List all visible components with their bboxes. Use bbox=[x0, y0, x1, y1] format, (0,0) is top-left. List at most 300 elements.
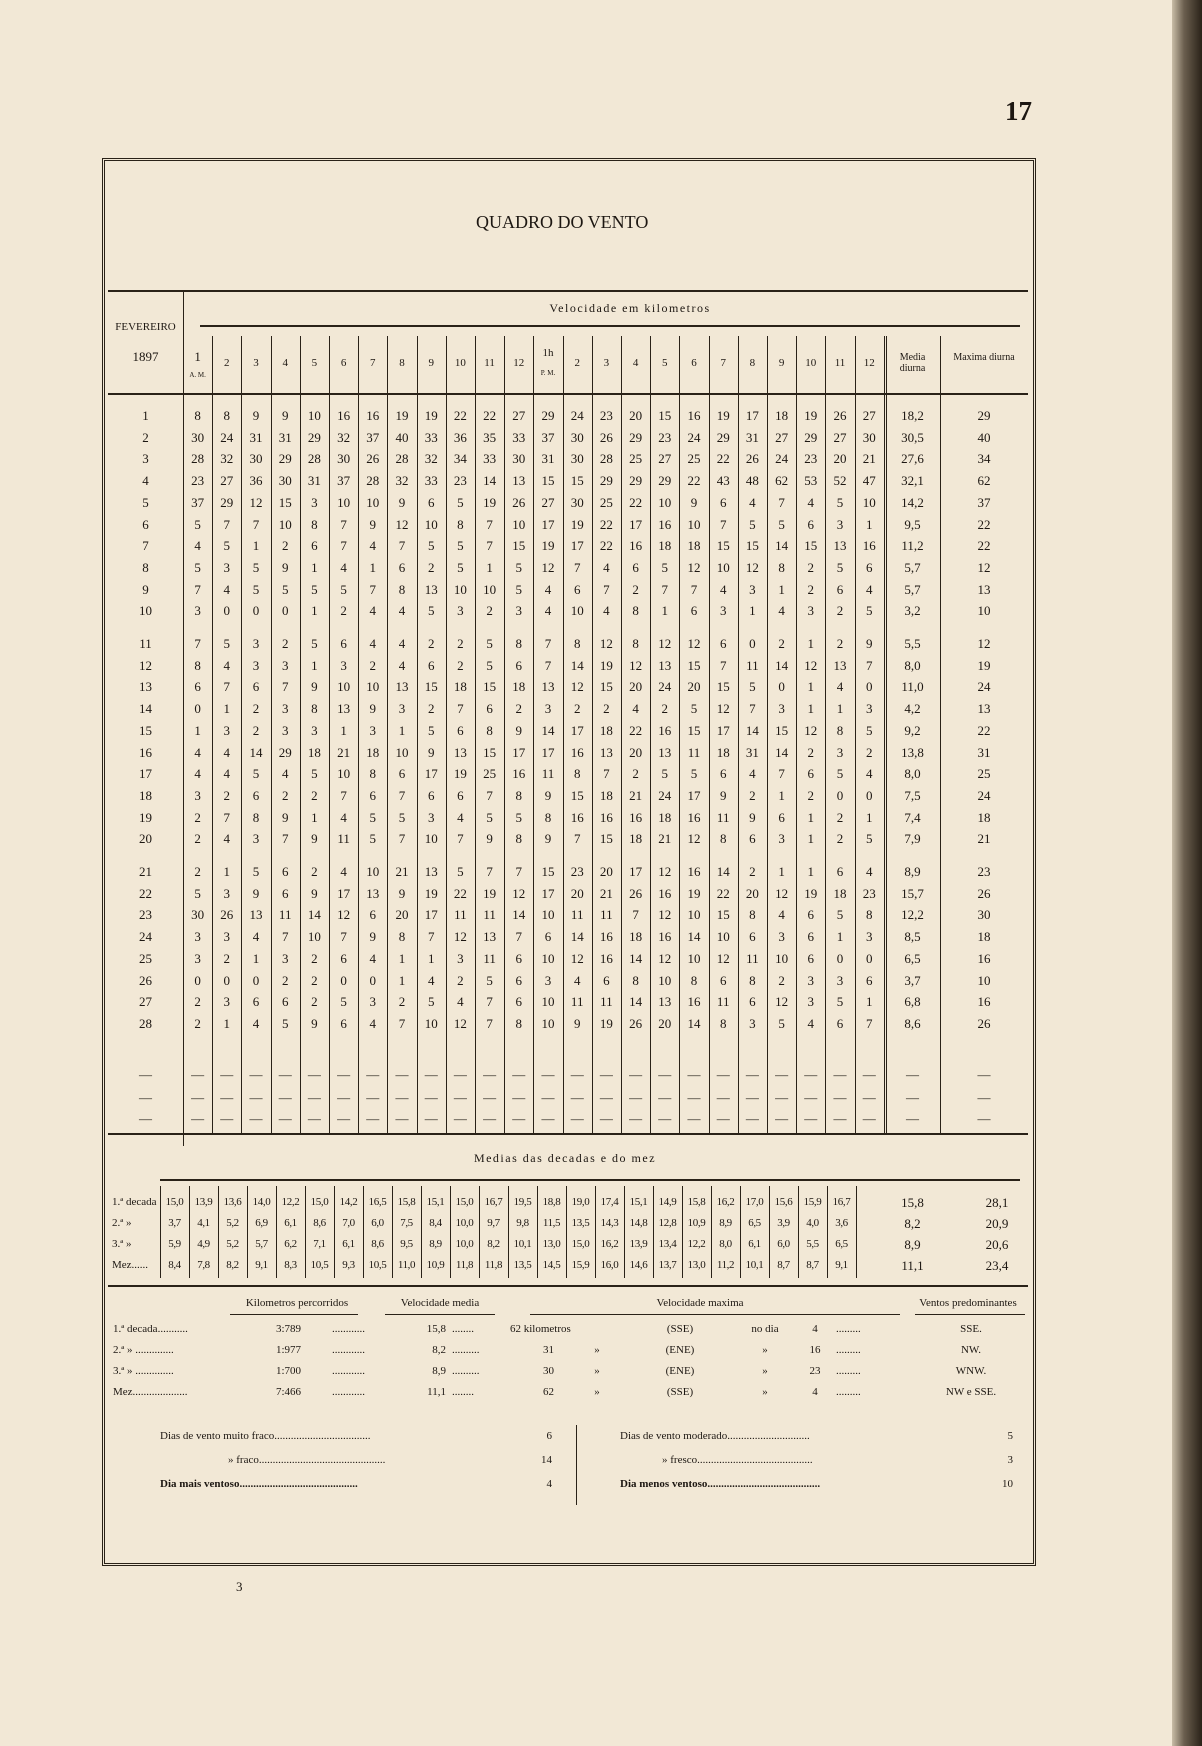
hourly-value: 3 bbox=[223, 929, 231, 945]
hourly-value: 9 bbox=[865, 636, 873, 651]
average-value: 10,9 bbox=[426, 1259, 445, 1271]
hourly-value: 16 bbox=[862, 538, 876, 554]
hourly-value: 8 bbox=[515, 636, 523, 651]
average-value: 14,6 bbox=[629, 1259, 648, 1271]
hourly-value: 9 bbox=[515, 722, 523, 738]
hourly-value: 23 bbox=[804, 451, 818, 467]
hourly-value: 6 bbox=[719, 636, 727, 651]
hourly-value: 10 bbox=[278, 516, 292, 532]
daily-mean: 4,2 bbox=[904, 701, 921, 717]
hourly-value: 8 bbox=[573, 766, 581, 782]
hourly-value: 4 bbox=[719, 581, 727, 597]
dash-cell: — bbox=[278, 1111, 292, 1126]
summary-direction: (SSE) bbox=[666, 1386, 694, 1398]
hourly-value: 7 bbox=[486, 516, 493, 532]
dash-cell: — bbox=[687, 1111, 701, 1126]
hourly-value: 16 bbox=[570, 744, 584, 760]
hourly-value: 2 bbox=[749, 864, 756, 879]
hourly-value: 28 bbox=[366, 473, 380, 489]
hourly-value: 5 bbox=[252, 581, 260, 597]
hourly-value: 32 bbox=[395, 473, 409, 489]
hourly-value: 10 bbox=[862, 494, 876, 510]
day-number: 8 bbox=[142, 559, 149, 575]
hourly-value: 2 bbox=[486, 603, 493, 619]
average-value: 8,7 bbox=[777, 1259, 790, 1271]
hourly-value: 22 bbox=[687, 473, 701, 489]
summary-dots: ........ bbox=[452, 1386, 474, 1398]
dash-cell: — bbox=[220, 1111, 234, 1126]
hourly-value: 8 bbox=[369, 766, 377, 782]
hourly-value: 24 bbox=[658, 679, 672, 695]
hourly-value: 26 bbox=[599, 429, 613, 445]
dash-cell: — bbox=[453, 1111, 467, 1126]
hourly-value: 16 bbox=[687, 864, 701, 879]
summary-dots: .......... bbox=[452, 1365, 480, 1377]
hourly-value: 2 bbox=[632, 581, 639, 597]
daily-max: 19 bbox=[977, 657, 991, 673]
hourly-value: 6 bbox=[719, 766, 727, 782]
hourly-value: 7 bbox=[457, 701, 464, 717]
hourly-value: 1 bbox=[778, 581, 785, 597]
hourly-value: 18 bbox=[833, 885, 847, 901]
hourly-value: 12 bbox=[775, 994, 789, 1010]
hourly-value: 19 bbox=[804, 885, 818, 901]
hourly-value: 13 bbox=[541, 679, 555, 695]
average-value: 6,2 bbox=[284, 1238, 297, 1250]
hourly-value: 2 bbox=[807, 744, 815, 760]
days-right-label: » fresco.......................................... bbox=[662, 1455, 813, 1466]
hourly-value: 6 bbox=[865, 559, 873, 575]
daily-mean: 7,5 bbox=[904, 787, 921, 803]
hourly-value: 2 bbox=[223, 950, 231, 966]
summary-dots: ............ bbox=[332, 1344, 365, 1356]
summary-rule-max bbox=[530, 1314, 900, 1315]
year-label: 1897 bbox=[132, 349, 159, 364]
hourly-value: 19 bbox=[395, 408, 409, 423]
hourly-value: 14 bbox=[483, 473, 497, 489]
hourly-value: 15 bbox=[775, 722, 789, 738]
daily-mean: 27,6 bbox=[901, 451, 924, 467]
hourly-value: 5 bbox=[486, 809, 493, 825]
hour-label-pm-1: 1h bbox=[542, 347, 554, 359]
hourly-value: 10 bbox=[483, 581, 497, 597]
dash-cell: — bbox=[629, 1090, 643, 1105]
dash-cell: — bbox=[716, 1111, 730, 1126]
dash-cell: — bbox=[395, 1067, 409, 1082]
grid-column-rule bbox=[884, 393, 885, 1133]
hourly-value: 4 bbox=[369, 538, 377, 554]
hourly-value: 10 bbox=[716, 929, 730, 945]
hourly-value: 33 bbox=[512, 429, 526, 445]
daily-max: 31 bbox=[977, 744, 991, 760]
hourly-value: 8 bbox=[632, 603, 639, 619]
dash-cell: — bbox=[278, 1090, 292, 1105]
hourly-value: 4 bbox=[778, 907, 785, 923]
hourly-value: 0 bbox=[223, 603, 231, 619]
average-value: 10,0 bbox=[455, 1238, 474, 1250]
hourly-value: 10 bbox=[687, 907, 701, 923]
hourly-value: 9 bbox=[544, 787, 552, 803]
hourly-value: 2 bbox=[749, 787, 756, 803]
dash-cell: — bbox=[687, 1067, 701, 1082]
hourly-value: 14 bbox=[512, 907, 526, 923]
hourly-value: 2 bbox=[457, 657, 464, 673]
hourly-value: 1 bbox=[194, 722, 201, 738]
hourly-value: 14 bbox=[570, 657, 584, 673]
hourly-value: 9 bbox=[573, 1015, 581, 1031]
summary-day-label: » bbox=[762, 1365, 768, 1377]
hourly-value: 13 bbox=[366, 885, 380, 901]
hourly-value: 6 bbox=[369, 787, 377, 803]
summary-rule-vel bbox=[385, 1314, 495, 1315]
dash-cell: — bbox=[570, 1111, 584, 1126]
dash-cell: — bbox=[395, 1090, 409, 1105]
hourly-value: 26 bbox=[745, 451, 759, 467]
hourly-value: 10 bbox=[658, 972, 672, 988]
hourly-value: 10 bbox=[512, 516, 526, 532]
summary-km: 7:466 bbox=[276, 1386, 302, 1398]
hourly-value: 19 bbox=[483, 885, 497, 901]
hourly-value: 15 bbox=[716, 538, 730, 554]
hourly-value: 16 bbox=[599, 809, 613, 825]
hourly-value: 5 bbox=[223, 538, 231, 554]
hourly-value: 18 bbox=[716, 744, 730, 760]
hourly-value: 18 bbox=[658, 809, 672, 825]
hourly-value: 7 bbox=[486, 994, 493, 1010]
hour-column-rule bbox=[533, 336, 534, 393]
hourly-value: 11 bbox=[541, 766, 555, 782]
hourly-value: 1 bbox=[807, 701, 815, 717]
hourly-value: 21 bbox=[862, 451, 876, 467]
dash-cell: — bbox=[541, 1090, 555, 1105]
hourly-value: 27 bbox=[512, 408, 526, 423]
hourly-value: 15 bbox=[570, 473, 584, 489]
hourly-value: 12 bbox=[570, 950, 584, 966]
average-value: 8,6 bbox=[313, 1217, 326, 1229]
hourly-value: 3 bbox=[457, 950, 464, 966]
hourly-value: 19 bbox=[424, 408, 438, 423]
day-number: 14 bbox=[139, 701, 152, 717]
days-left-label: Dia mais ventoso........................................... bbox=[160, 1479, 358, 1490]
hourly-value: 2 bbox=[807, 559, 815, 575]
hourly-value: 4 bbox=[194, 538, 201, 554]
hourly-value: 6 bbox=[807, 516, 815, 532]
daily-mean: 30,5 bbox=[901, 429, 924, 445]
hourly-value: 31 bbox=[745, 744, 759, 760]
dash-cell: — bbox=[541, 1111, 555, 1126]
hourly-value: 1 bbox=[807, 864, 815, 879]
hourly-value: 15 bbox=[716, 679, 730, 695]
day-number: 13 bbox=[139, 679, 152, 695]
am-label: A. M. bbox=[189, 371, 206, 379]
hour-label-am: 4 bbox=[282, 357, 288, 369]
hourly-value: 10 bbox=[541, 907, 555, 923]
hourly-value: 12 bbox=[687, 831, 701, 847]
hourly-value: 0 bbox=[252, 972, 260, 988]
days-right-label: Dias de vento moderado.............................. bbox=[620, 1431, 810, 1442]
hourly-value: 7 bbox=[515, 929, 523, 945]
summary-dots: .......... bbox=[452, 1344, 480, 1356]
summary-km: 1:977 bbox=[276, 1344, 302, 1356]
hourly-value: 1 bbox=[398, 722, 406, 738]
hourly-value: 3 bbox=[281, 701, 289, 717]
hourly-value: 15 bbox=[658, 408, 672, 423]
hourly-value: 6 bbox=[398, 559, 406, 575]
daily-max: 26 bbox=[977, 885, 991, 901]
hourly-value: 10 bbox=[570, 603, 584, 619]
hourly-value: 21 bbox=[395, 864, 409, 879]
hourly-value: 6 bbox=[544, 929, 552, 945]
hour-label-am: 9 bbox=[428, 357, 434, 369]
header-top-rule bbox=[108, 290, 1028, 292]
hour-column-rule bbox=[183, 336, 184, 393]
dash-cell: — bbox=[512, 1090, 526, 1105]
hourly-value: 17 bbox=[629, 864, 643, 879]
hourly-value: 26 bbox=[629, 1015, 643, 1031]
hourly-value: 6 bbox=[719, 972, 727, 988]
hourly-value: 4 bbox=[281, 766, 289, 782]
hourly-value: 6 bbox=[807, 907, 815, 923]
day-number: 3 bbox=[142, 451, 149, 467]
hour-label-am: 7 bbox=[370, 357, 376, 369]
hourly-value: 1 bbox=[223, 701, 231, 717]
daily-mean: 8,9 bbox=[904, 864, 921, 879]
average-value: 15,1 bbox=[629, 1196, 648, 1208]
hourly-value: 30 bbox=[570, 429, 584, 445]
average-value: 14,2 bbox=[339, 1196, 358, 1208]
hourly-value: 2 bbox=[836, 809, 844, 825]
days-right-value: 5 bbox=[1007, 1430, 1013, 1442]
hourly-value: 2 bbox=[661, 701, 669, 717]
dash-cell: — bbox=[745, 1090, 759, 1105]
day-number: 26 bbox=[139, 972, 152, 988]
hourly-value: 2 bbox=[281, 972, 289, 988]
hourly-value: 10 bbox=[424, 1015, 438, 1031]
hourly-value: 7 bbox=[398, 538, 406, 554]
hourly-value: 7 bbox=[252, 516, 260, 532]
hourly-value: 18 bbox=[775, 408, 789, 423]
hourly-value: 3 bbox=[281, 950, 289, 966]
hourly-value: 22 bbox=[629, 494, 643, 510]
hourly-value: 18 bbox=[629, 929, 643, 945]
dash-cell: — bbox=[249, 1090, 263, 1105]
hourly-value: 22 bbox=[629, 722, 643, 738]
hour-column-rule bbox=[884, 336, 885, 393]
average-value: 4,0 bbox=[806, 1217, 819, 1229]
daily-mean: 8,5 bbox=[904, 929, 921, 945]
hourly-value: 20 bbox=[570, 885, 584, 901]
dash-cell: — bbox=[424, 1067, 438, 1082]
dash-cell: — bbox=[249, 1067, 263, 1082]
hourly-value: 3 bbox=[836, 744, 844, 760]
hourly-value: 10 bbox=[337, 766, 351, 782]
hourly-value: 13 bbox=[483, 929, 497, 945]
hourly-value: 0 bbox=[865, 679, 873, 695]
hourly-value: 2 bbox=[311, 950, 318, 966]
hourly-value: 29 bbox=[278, 744, 292, 760]
hourly-value: 3 bbox=[281, 657, 289, 673]
hourly-value: 14 bbox=[775, 657, 789, 673]
hourly-value: 7 bbox=[340, 538, 347, 554]
hourly-value: 17 bbox=[629, 516, 643, 532]
hourly-value: 10 bbox=[366, 679, 380, 695]
hour-label-am: 12 bbox=[513, 357, 525, 369]
dash-cell: — bbox=[337, 1090, 351, 1105]
average-value: 4,9 bbox=[197, 1238, 210, 1250]
hourly-value: 1 bbox=[486, 559, 493, 575]
hourly-value: 2 bbox=[603, 701, 610, 717]
hourly-value: 14 bbox=[249, 744, 263, 760]
hourly-value: 7 bbox=[281, 929, 289, 945]
hourly-value: 7 bbox=[719, 657, 727, 673]
hourly-value: 2 bbox=[865, 744, 873, 760]
hourly-value: 7 bbox=[661, 581, 669, 597]
hourly-value: 1 bbox=[252, 950, 260, 966]
hourly-value: 9 bbox=[544, 831, 552, 847]
dash-cell: — bbox=[862, 1111, 876, 1126]
average-value: 13,7 bbox=[658, 1259, 677, 1271]
hourly-value: 4 bbox=[573, 972, 581, 988]
hourly-value: 28 bbox=[307, 451, 321, 467]
hourly-value: 5 bbox=[281, 581, 289, 597]
hourly-value: 14 bbox=[629, 994, 643, 1010]
hourly-value: 5 bbox=[457, 538, 464, 554]
hourly-value: 4 bbox=[369, 1015, 377, 1031]
hourly-value: 6 bbox=[573, 581, 581, 597]
hourly-value: 21 bbox=[337, 744, 351, 760]
average-value: 9,8 bbox=[516, 1217, 529, 1229]
hourly-value: 10 bbox=[716, 559, 730, 575]
average-value: 9,3 bbox=[342, 1259, 355, 1271]
hour-label-pm: 8 bbox=[749, 357, 756, 369]
hourly-value: 4 bbox=[223, 766, 231, 782]
hourly-value: 33 bbox=[483, 451, 497, 467]
hourly-value: 5 bbox=[457, 864, 464, 879]
hourly-value: 2 bbox=[573, 701, 581, 717]
hourly-value: 16 bbox=[599, 950, 613, 966]
average-value: 15,9 bbox=[571, 1259, 590, 1271]
hourly-value: 10 bbox=[775, 950, 789, 966]
daily-max: 12 bbox=[977, 559, 991, 575]
dash-cell: — bbox=[512, 1111, 526, 1126]
summary-wind: SSE. bbox=[960, 1323, 982, 1335]
average-label: 2.ª » bbox=[112, 1217, 132, 1229]
hourly-value: 2 bbox=[311, 994, 318, 1010]
dash-cell: — bbox=[977, 1090, 991, 1105]
hourly-value: 6 bbox=[427, 494, 435, 510]
hourly-value: 12 bbox=[716, 950, 730, 966]
dash-cell: — bbox=[249, 1111, 263, 1126]
hourly-value: 12 bbox=[658, 907, 672, 923]
hourly-value: 5 bbox=[836, 994, 844, 1010]
day-number: 24 bbox=[139, 929, 152, 945]
daily-max: 22 bbox=[977, 516, 991, 532]
daily-mean: 9,2 bbox=[904, 722, 921, 738]
hourly-value: 9 bbox=[252, 408, 260, 423]
hourly-value: 5 bbox=[865, 603, 873, 619]
hourly-value: 12 bbox=[658, 950, 672, 966]
hourly-value: 5 bbox=[369, 831, 377, 847]
average-value: 15,9 bbox=[803, 1196, 822, 1208]
hourly-value: 16 bbox=[658, 929, 672, 945]
hourly-value: 3 bbox=[252, 636, 260, 651]
hourly-value: 11 bbox=[600, 907, 613, 923]
daily-max: 18 bbox=[977, 929, 991, 945]
average-value: 16,0 bbox=[600, 1259, 619, 1271]
hourly-value: 8 bbox=[398, 581, 406, 597]
hourly-value: 2 bbox=[369, 657, 377, 673]
hourly-value: 10 bbox=[307, 929, 321, 945]
hourly-value: 3 bbox=[340, 657, 347, 673]
average-value: 7,8 bbox=[197, 1259, 210, 1271]
hourly-value: 6 bbox=[252, 679, 260, 695]
average-value: 15,8 bbox=[687, 1196, 706, 1208]
hourly-value: 6 bbox=[340, 950, 347, 966]
hourly-value: 37 bbox=[337, 473, 351, 489]
hourly-value: 8 bbox=[515, 831, 523, 847]
hourly-value: 2 bbox=[778, 972, 785, 988]
hourly-value: 1 bbox=[749, 603, 756, 619]
hourly-value: 23 bbox=[599, 408, 613, 423]
hourly-value: 0 bbox=[223, 972, 231, 988]
hourly-value: 4 bbox=[223, 657, 231, 673]
average-value: 8,0 bbox=[719, 1238, 732, 1250]
hourly-value: 4 bbox=[340, 864, 347, 879]
hourly-value: 3 bbox=[194, 603, 201, 619]
dash-cell: — bbox=[977, 1067, 991, 1082]
hourly-value: 26 bbox=[220, 907, 234, 923]
hourly-value: 8 bbox=[690, 972, 698, 988]
hourly-value: 3 bbox=[369, 994, 377, 1010]
hourly-value: 9 bbox=[311, 1015, 318, 1031]
hourly-value: 2 bbox=[457, 972, 464, 988]
hourly-value: 3 bbox=[369, 722, 377, 738]
hourly-value: 3 bbox=[865, 701, 873, 717]
average-mean: 8,2 bbox=[904, 1216, 921, 1231]
summary-wind: WNW. bbox=[955, 1365, 987, 1377]
days-right-label: Dia menos ventoso......................................... bbox=[620, 1479, 821, 1490]
hourly-value: 16 bbox=[512, 766, 526, 782]
daily-mean: 11,0 bbox=[901, 679, 924, 695]
dash-cell: — bbox=[483, 1111, 497, 1126]
hourly-value: 29 bbox=[804, 429, 818, 445]
hourly-value: 19 bbox=[599, 1015, 613, 1031]
summary-velocity: 11,1 bbox=[427, 1386, 446, 1398]
average-value: 4,1 bbox=[197, 1217, 210, 1229]
hourly-value: 20 bbox=[395, 907, 409, 923]
hourly-value: 9 bbox=[690, 494, 698, 510]
hourly-value: 1 bbox=[398, 972, 406, 988]
hourly-value: 7 bbox=[749, 701, 756, 717]
hourly-value: 27 bbox=[220, 473, 234, 489]
summary-dots: ......... bbox=[836, 1323, 861, 1335]
average-value: 7,0 bbox=[342, 1217, 355, 1229]
hourly-value: 4 bbox=[398, 603, 406, 619]
hourly-value: 6 bbox=[252, 787, 260, 803]
hourly-value: 5 bbox=[398, 809, 406, 825]
hourly-value: 7 bbox=[486, 538, 493, 554]
hourly-value: 23 bbox=[453, 473, 467, 489]
hourly-value: 3 bbox=[252, 657, 260, 673]
daily-mean: 8,0 bbox=[904, 766, 921, 782]
hourly-value: 17 bbox=[570, 538, 584, 554]
hourly-value: 1 bbox=[311, 559, 318, 575]
hourly-value: 6 bbox=[836, 1015, 844, 1031]
hourly-value: 33 bbox=[424, 473, 438, 489]
dash-cell: — bbox=[658, 1067, 672, 1082]
hourly-value: 26 bbox=[833, 408, 847, 423]
summary-day: 16 bbox=[809, 1344, 821, 1356]
